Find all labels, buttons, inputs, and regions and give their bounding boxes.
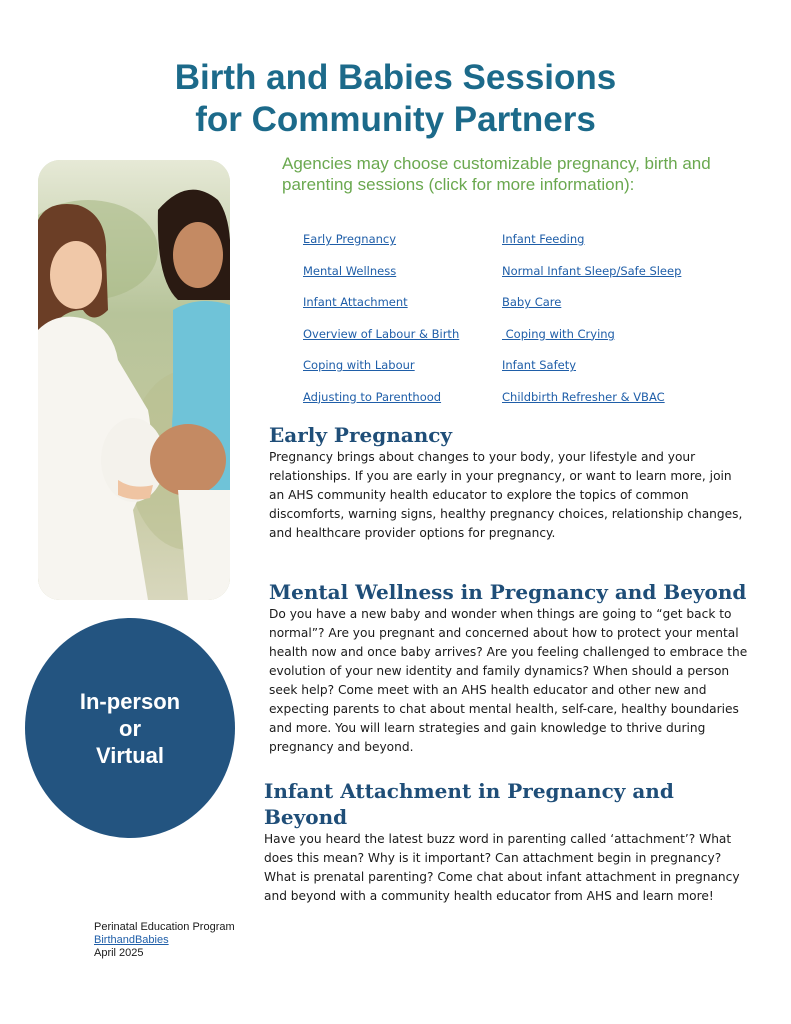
session-links-column-1 <box>303 228 459 417</box>
link-labour-birth[interactable]: Overview of Labour & Birth <box>303 326 460 341</box>
session-links-column-2 <box>502 228 681 417</box>
intro-text: Agencies may choose customizable pregnancy, birth and parenting sessions (click for more information): <box>282 154 711 194</box>
link-baby-care[interactable]: Baby Care <box>502 295 562 309</box>
link-coping-with-labour[interactable]: Coping with Labour <box>303 358 415 372</box>
link-adjusting-to-parenthood[interactable]: Adjusting to Parenthood <box>303 389 442 404</box>
section-heading: Infant Attachment in Pregnancy and Beyond <box>264 779 674 829</box>
link-infant-attachment[interactable]: Infant Attachment <box>303 295 408 309</box>
link-infant-feeding[interactable]: Infant Feeding <box>502 232 585 246</box>
page-title <box>0 57 791 141</box>
link-infant-safety[interactable]: Infant Safety <box>502 358 577 372</box>
link-childbirth-refresher[interactable]: Childbirth Refresher & VBAC <box>502 389 665 404</box>
footer-date: April 2025 <box>94 947 144 959</box>
footer-program: Perinatal Education Program <box>94 921 235 933</box>
link-early-pregnancy[interactable]: Early Pregnancy <box>303 232 397 246</box>
section-body: Do you have a new baby and wonder when things are going to “get back to normal”? Are you pregnant and concerned about how to protect your mental health now and once baby arrives? Are you feeling challenged to embrace the evolution of your new identity and family dynamics? When should a person seek help? Come meet with an AHS health educator and other new and expecting parents to chat about mental health, self-care, healthy boundaries and more. You will learn strategies and gain knowledge to thrive during pregnancy and beyond. <box>269 607 748 754</box>
link-coping-with-crying[interactable]: Coping with Crying <box>502 326 615 341</box>
footer <box>94 921 235 960</box>
section-heading: Mental Wellness in Pregnancy and Beyond <box>269 580 747 604</box>
badge-line-3: Virtual <box>95 742 165 768</box>
badge-line-2: or <box>119 715 141 741</box>
badge-line-1: In-person <box>79 688 181 714</box>
section-infant-attachment <box>264 778 744 906</box>
section-mental-wellness <box>269 579 749 757</box>
section-body: Pregnancy brings about changes to your body, your lifestyle and your relationships. If you are early in your pregnancy, or want to learn more, join an AHS community health educator to explore the topics of common discomforts, warning signs, healthy pregnancy choices, relationship changes, and healthcare provider options for pregnancy. <box>269 450 743 540</box>
footer-link[interactable]: BirthandBabies <box>94 934 169 946</box>
section-early-pregnancy <box>269 422 749 543</box>
section-body: Have you heard the latest buzz word in parenting called ‘attachment’? What does this mean? Why is it important? Can attachment begin in pregnancy? What is prenatal parenting? Come chat about infant attachment in pregnancy and beyond with a community health educator from AHS and learn more! <box>264 832 740 903</box>
title-line-2: for Community Partners <box>195 100 596 139</box>
link-mental-wellness[interactable]: Mental Wellness <box>303 263 397 278</box>
section-heading: Early Pregnancy <box>269 423 453 447</box>
delivery-format-badge <box>25 618 235 838</box>
title-line-1: Birth and Babies Sessions <box>174 58 617 97</box>
pregnant-women-photo <box>38 160 230 600</box>
link-infant-sleep[interactable]: Normal Infant Sleep/Safe Sleep <box>502 263 682 278</box>
